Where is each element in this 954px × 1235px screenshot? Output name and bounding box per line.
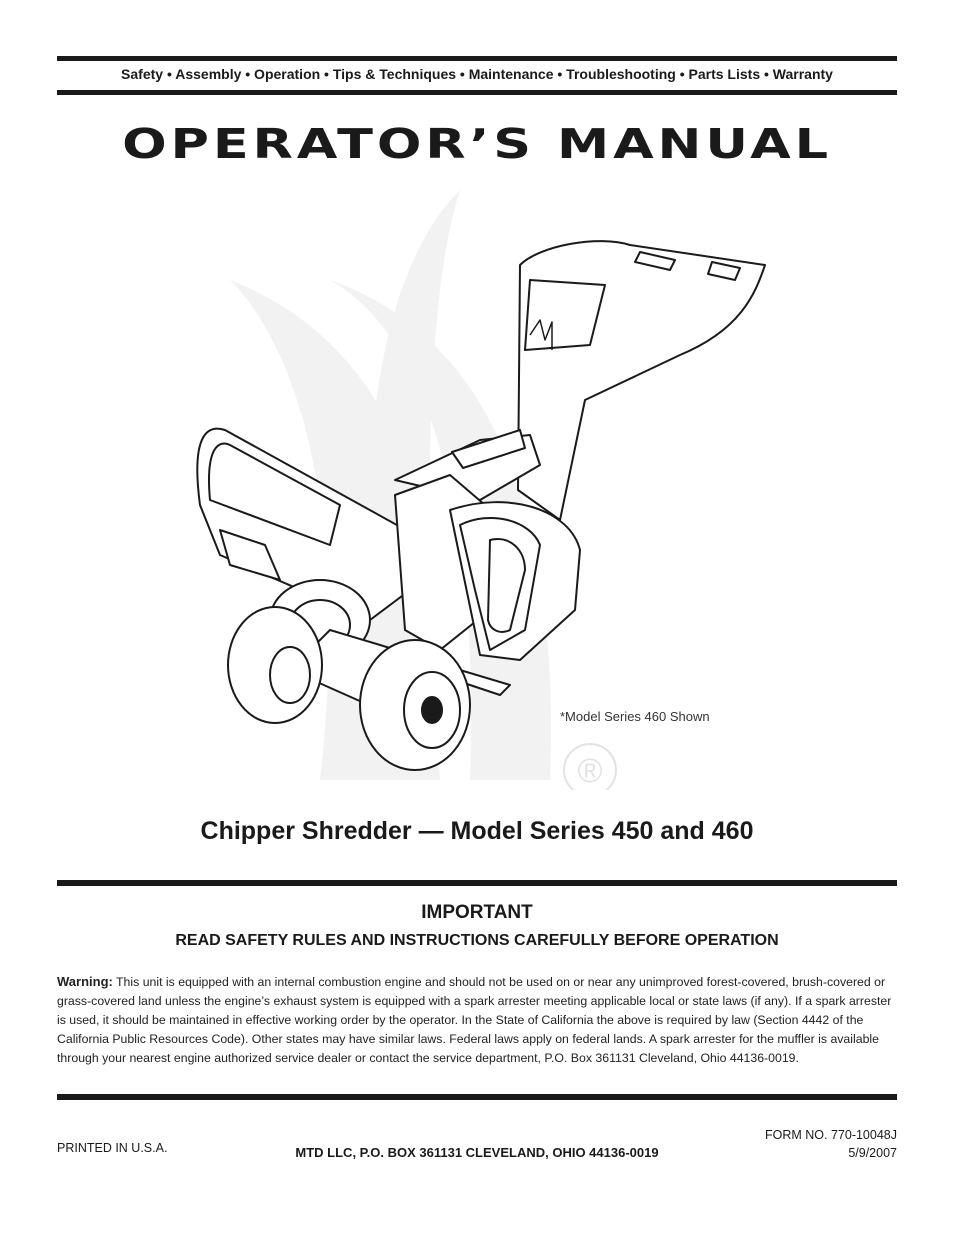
illustration-caption: *Model Series 460 Shown: [560, 709, 710, 724]
warning-label: Warning:: [57, 974, 113, 989]
form-number: FORM NO. 770-10048J: [765, 1128, 897, 1142]
middle-rule: [57, 880, 897, 886]
important-heading: IMPORTANT: [421, 902, 533, 923]
chipper-shredder-illustration: [180, 190, 780, 790]
top-rule-2: [57, 90, 897, 95]
warning-text: This unit is equipped with an internal combustion engine and should not be used on or near any unimproved forest-covered, brush-covered or grass-covered land unless the engine’s exhaust system is equipped with a spark arrester meeting applicable local or state laws (if any). If a spark arrester is used, it should be maintained in effective working order by the operator. In the State of California the above is required by law (Section 4442 of the California Public Resources Code). Other states may have similar laws. Federal laws apply on federal lands. A spark arrester for the muffler is available through your nearest engine authorized service dealer or contact the service department, P.O. Box 361131 Cleveland, Ohio 44136-0019.: [57, 975, 892, 1065]
bottom-rule: [57, 1094, 897, 1100]
printed-in: PRINTED IN U.S.A.: [57, 1141, 168, 1155]
product-subtitle: Chipper Shredder — Model Series 450 and 460: [200, 817, 754, 845]
mtd-address: MTD LLC, P.O. BOX 361131 CLEVELAND, OHIO 44136-0019: [295, 1145, 659, 1160]
page-title: OPERATOR’S MANUAL: [122, 120, 832, 168]
registered-mark: ®: [577, 752, 603, 790]
warning-paragraph: [57, 972, 897, 1068]
form-number-block: [765, 1126, 897, 1162]
top-rule-1: [57, 56, 897, 61]
read-safety-notice: READ SAFETY RULES AND INSTRUCTIONS CAREFULLY BEFORE OPERATION: [175, 932, 779, 949]
form-date: 5/9/2007: [848, 1146, 897, 1160]
section-nav: Safety • Assembly • Operation • Tips & Techniques • Maintenance • Troubleshooting • Parts Lists • Warranty: [121, 66, 833, 82]
